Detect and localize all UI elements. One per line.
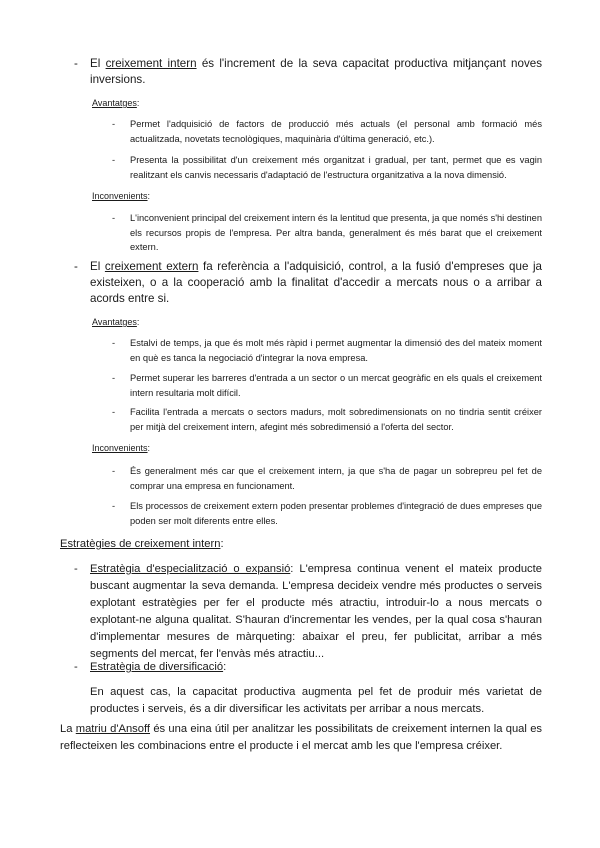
intern-disadvantages-label: Inconvenients: [92,191,151,201]
list-item: - Estalvi de temps, ja que és molt més ràpid i permet augmentar la dimensió des del mateix moment en què es tanca la negociació d'integrar la nova empresa. [112,338,542,363]
strategy-diversification-title-row: - Estratègia de diversificació: [74,661,227,673]
list-item: - L'inconvenient principal del creixement intern és la lentitud que presenta, ja que només s'hi destinen els recursos propis de l'empresa. Per altra banda, generalment és més barat que el creixement extern. [112,213,542,252]
intern-advantages-label: Avantatges: [92,98,140,108]
extern-disadvantages-label: Inconvenients: [92,443,151,453]
strategies-heading: Estratègies de creixement intern: [60,538,224,550]
list-item: - Els processos de creixement extern poden presentar problemes d'integració de dues empreses que poden ser molt diferents entre elles. [112,501,542,526]
list-item: - Facilita l'entrada a mercats o sectors madurs, molt sobredimensionats on no tindria sentit créixer per mitjà del creixement intern, afegint més sobredimensió a l'oferta del sector. [112,407,542,432]
term-matriu-ansoff: matriu d'Ansoff [75,723,151,735]
list-item: - Permet superar les barreres d'entrada a un sector o un mercat geogràfic en els quals el creixement intern resultaria molt difícil. [112,373,542,398]
ansoff-paragraph: La matriu d'Ansoff és una eina útil per analitzar les possibilitats de creixement internen la qual es reflecteixen les combinacions entre el producte i el mercat amb les que l'empresa créixer. [60,723,543,752]
term-creixement-extern: creixement extern [104,260,199,273]
strategy-expansion-title: Estratègia d'especialització o expansió [90,563,291,575]
strategy-diversification-title: Estratègia de diversificació [90,661,224,673]
strategy-diversification-body: En aquest cas, la capacitat productiva augmenta pel fet de produir més varietat de productes i serveis, és a dir diversificar les activitats per arribar a nous mercats. [90,686,542,715]
list-item: - És generalment més car que el creixement intern, ja que s'ha de pagar un sobrepreu pel fet de comprar una empresa en funcionament. [112,466,542,491]
term-creixement-intern: creixement intern [105,57,197,70]
list-item: - Presenta la possibilitat d'un creixement més organitzat i gradual, per tant, permet que es vagin realitzant els canvis necessaris d'adaptació de l'estructura organitzativa a la nova dimensió. [112,155,542,180]
list-dash: - [74,57,78,70]
extern-advantages-label: Avantatges: [92,317,140,327]
intern-definition: - El creixement intern és l'increment de la seva capacitat productiva mitjançant noves inversions. [74,57,542,86]
strategy-expansion: - Estratègia d'especialització o expansió: L'empresa continua venent el mateix producte buscant augmentar la seva demanda. L'empresa decideix vendre més productes o serveis explotant estratègies per fer el producte més atractiu, introduir-lo a nous mercats o explotant-ne alguna qualitat. S'hauran d'incrementar les vendes, per la qual cosa s'hauran d'implementar mesures de màrqueting: abaixar el preu, fer publicitat, arribar a més segments del mercat, fer l'envàs més atractiu... [74,563,542,660]
extern-definition: - El creixement extern fa referència a l'adquisició, control, a la fusió d'empreses que ja existeixen, o a la cooperació amb la finalitat d'accedir a mercats nous o a arribar a acords entre si. [74,260,543,305]
list-dash: - [74,260,78,273]
list-item: - Permet l'adquisició de factors de producció més actuals (el personal amb formació més actualitzada, novetats tecnològiques, maquinària d'última generació, etc.). [112,119,542,144]
